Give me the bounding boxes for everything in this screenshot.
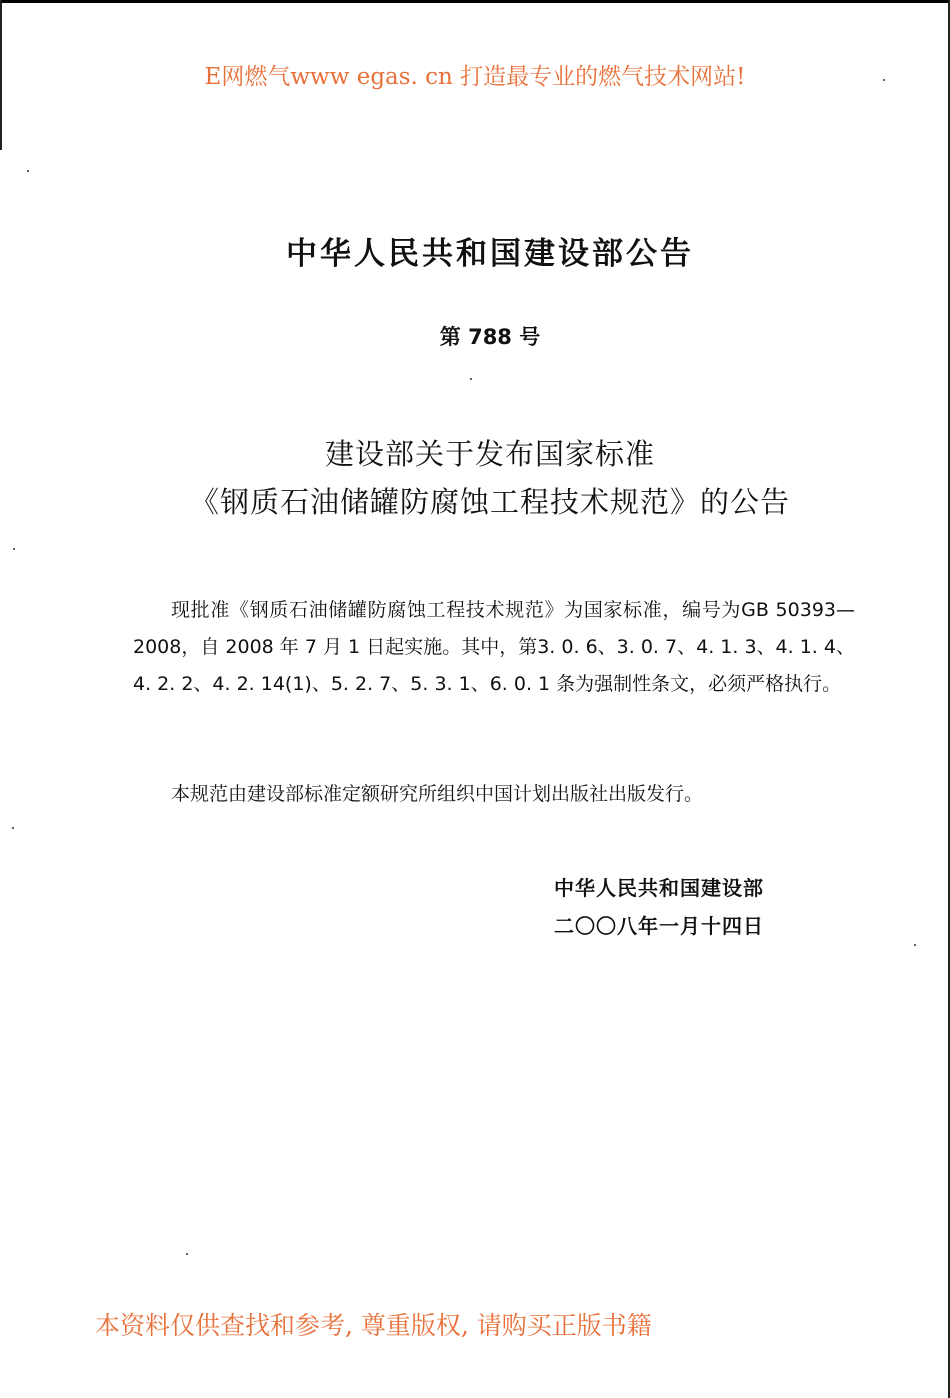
announcement-number: 第 788 号 (439, 325, 541, 349)
signature-organization: 中华人民共和国建设部 (554, 876, 764, 900)
watermark-top: E网燃气www egas. cn 打造最专业的燃气技术网站! (204, 64, 746, 90)
scan-speck (186, 1253, 188, 1255)
scan-speck (914, 944, 916, 946)
announcement-paragraph-2: 本规范由建设部标准定额研究所组织中国计划出版社出版发行。 (171, 783, 704, 805)
scan-speck (12, 827, 14, 829)
announcement-subtitle-line1: 建设部关于发布国家标准 (324, 437, 655, 471)
watermark-bottom: 本资料仅供查找和参考, 尊重版权, 请购买正版书籍 (95, 1311, 652, 1340)
signature-date: 二〇〇八年一月十四日 (554, 914, 764, 938)
scan-speck (470, 378, 472, 380)
announcement-title: 中华人民共和国建设部公告 (286, 236, 694, 272)
announcement-subtitle-line2: 《钢质石油储罐防腐蚀工程技术规范》的公告 (189, 485, 790, 519)
scan-top-border (0, 0, 950, 3)
scan-speck (27, 170, 29, 172)
scan-speck (13, 548, 15, 550)
announcement-paragraph-1: 现批准《钢质石油储罐防腐蚀工程技术规范》为国家标准，编号为GB 50393—2008，自 2008 年 7 月 1 日起实施。其中，第3. 0. 6、3. 0. 7、4. 1. 3、4. 1. 4、4. 2. 2、4. 2. 14(1)、5. 2. 7、5. 3. 1、6. 0. 1 条为强制性条文，必须严格执行。 (133, 599, 855, 695)
